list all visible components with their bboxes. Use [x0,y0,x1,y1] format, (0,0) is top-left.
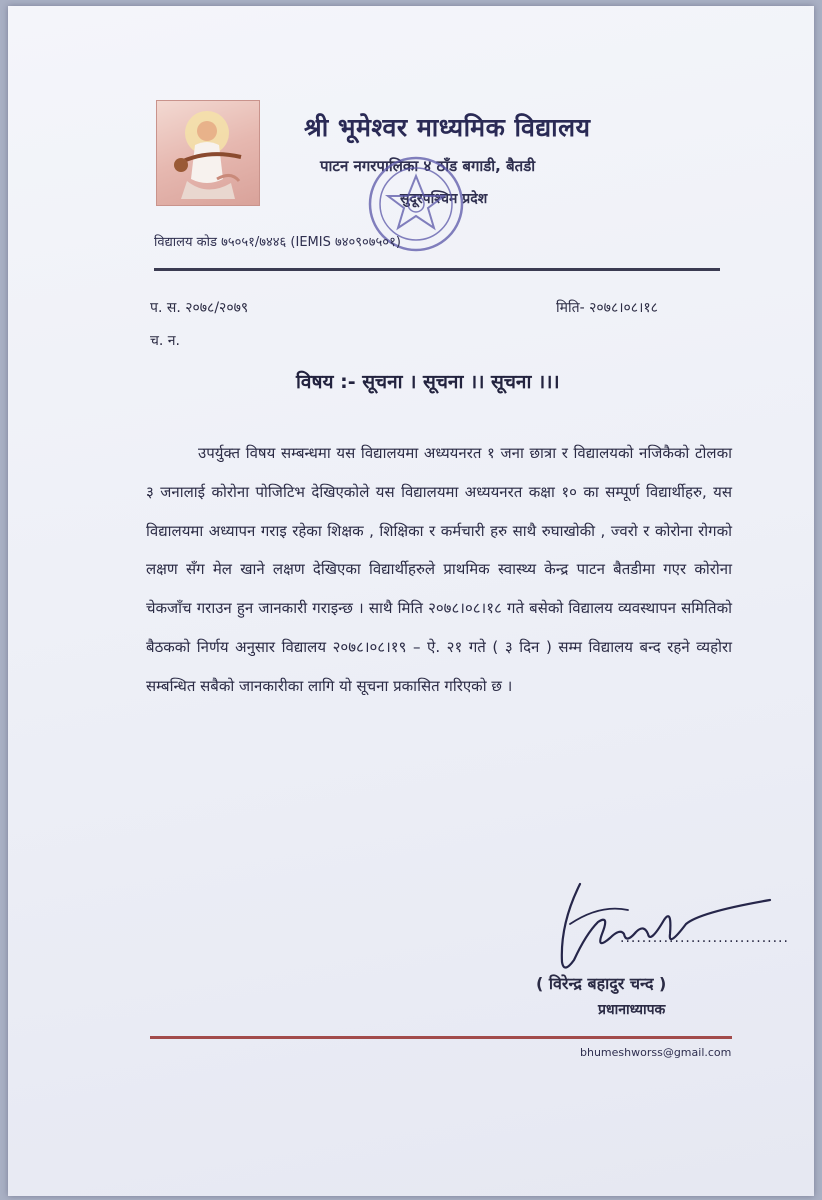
saraswati-logo-graphic [157,101,259,205]
signature-dots: ............................... [620,930,789,946]
school-name: श्री भूमेश्वर माध्यमिक विद्यालय [304,113,591,142]
signature-mark [540,864,780,984]
school-code-line: विद्यालय कोड ७५०५१/७४४६ (IEMIS ७४०९०७५०१) [154,235,401,250]
notice-body: उपर्युक्त विषय सम्बन्धमा यस विद्यालयमा अध्ययनरत १ जना छात्रा र विद्यालयको नजिकैको टोलका ३ जनालाई कोरोना पोजिटिभ देखिएकोले यस विद्यालयमा अध्ययनरत कक्षा १० का सम्पूर्ण विद्यार्थीहरु, यस विद्यालयमा अध्यापन गराइ रहेका शिक्षक , शिक्षिका र कर्मचारी हरु साथै रुघाखोकी , ज्वरो र कोरोना रोगको लक्षण सँग मेल खाने लक्षण देखिएका विद्यार्थीहरुले प्राथमिक स्वास्थ्य केन्द्र पाटन बैतडीमा गएर कोरोना चेकजाँच गराउन हुन जानकारी गराइन्छ । साथै मिति २०७८।०८।१८ गते बसेको विद्यालय व्यवस्थापन समितिको बैठकको निर्णय अनुसार विद्यालय २०७८।०८।१९ – ऐ. २१ गते ( ३ दिन ) सम्म विद्यालय बन्द रहने व्यहोरा सम्बन्धित सबैको जानकारीका लागि यो सूचना प्रकासित गरिएको छ । [146,444,732,695]
signer-name: ( विरेन्द्र बहादुर चन्द ) [536,974,667,993]
letter-sheet [8,6,814,1196]
footer-divider [150,1036,732,1039]
footer-email: bhumeshworss@gmail.com [580,1046,732,1059]
school-province: सुदूरपश्चिम प्रदेश [400,191,488,207]
saraswati-logo [156,100,260,206]
signer-title: प्रधानाध्यापक [598,1002,666,1018]
subject-line: विषय :- सूचना । सूचना ।। सूचना ।।। [296,371,560,393]
header-divider [154,268,720,271]
letter-date: मिति- २०७८।०८।१८ [556,300,658,316]
school-address: पाटन नगरपालिका ४ ठाँड बगाडी, बैतडी [320,157,536,175]
reference-number: प. स. २०७८/२०७९ [150,300,249,316]
dispatch-number: च. न. [150,333,181,349]
